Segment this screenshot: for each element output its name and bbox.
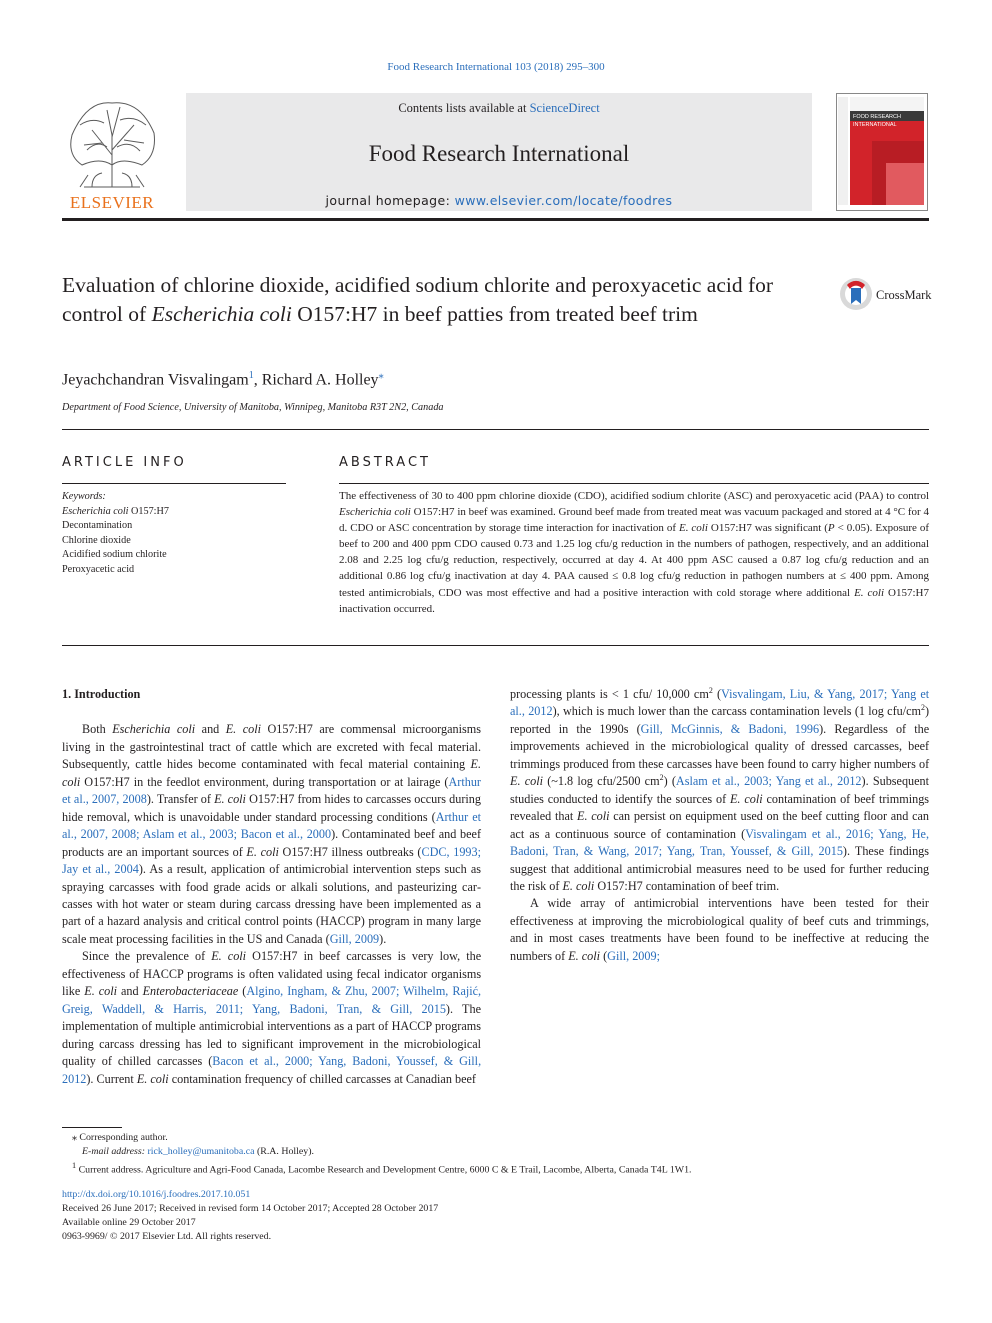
citation-link[interactable]: Rajić,	[452, 984, 482, 999]
citation-link[interactable]: &	[583, 844, 594, 859]
citation-link[interactable]: Gill, 2009	[329, 931, 380, 946]
citation-link[interactable]: &	[730, 721, 741, 736]
citation-link[interactable]: Harris,	[173, 1001, 207, 1016]
citation-link[interactable]	[381, 1002, 390, 1016]
citation-link[interactable]: Gill, 2009;	[607, 948, 660, 963]
citation-link[interactable]: Zhu,	[344, 984, 368, 999]
contents-available-line	[186, 101, 812, 116]
cover-title-line2: INTERNATIONAL	[853, 122, 897, 128]
citation-link[interactable]: al.,	[510, 704, 525, 719]
author-name[interactable]: Richard A. Holley	[261, 371, 379, 389]
citation-link[interactable]: CDC, 1993; Jay et al., 2004	[62, 844, 481, 877]
issn-copyright: 0963-9969/ © 2017 Elsevier Ltd. All rights reserved.	[62, 1231, 272, 1242]
crossmark-icon	[840, 278, 872, 310]
abstract-text: The effectiveness of 30 to 400 ppm chlorine dioxide (CDO), acidified sodium chlorite (ASC) and peroxyacetic acid (PAA) to control Escherichia coli O157:H7 in beef was examined. Ground beef made from treated meat was vacuum packaged and stored at 4 °C for 4 d. CDO or ASC concentration by storage time interaction for inactivation of E. coli O157:H7 was significant (P < 0.05). Exposure of beef to 200 and 400 ppm CDO caused 0.73 and 1.25 log cfu/g reduction in the numbers of pathogen, respectively, and an additional 2.08 and 2.25 log cfu/g reduction, respectively, occurred at day 4. At 400 ppm ASC caused a 0.87 log cfu/g reduction and an additional 0.86 log cfu/g inactivation at day 4. PAA caused ≤ 0.8 log cfu/g reduction in pathogen numbers at ≤ 400 ppm. Among tested antimicrobials, CDO was most effective and had a positive interaction with cold storage where additional E. coli O157:H7 inactivation occurred.	[339, 490, 930, 615]
citation-link[interactable]: et	[711, 774, 721, 789]
citation-link[interactable]: Waddell,	[101, 1001, 146, 1016]
citation-link[interactable]: &	[371, 1001, 382, 1016]
citation-link[interactable]: 2007;	[371, 984, 400, 999]
doi-link[interactable]: http://dx.doi.org/10.1016/j.foodres.2017.10.051	[62, 1189, 251, 1200]
citation-link[interactable]	[787, 722, 795, 736]
citation-link[interactable]: Badoni,	[510, 844, 549, 859]
citation-link[interactable]: Arthur et al., 2007, 2008	[62, 774, 481, 807]
corresponding-author-marker[interactable]: ⁎	[378, 370, 384, 381]
cover-title-line1: FOOD RESEARCH	[853, 114, 901, 120]
citation-link[interactable]: Visvalingam	[745, 826, 807, 841]
citation-link[interactable]: Badoni,	[352, 1054, 391, 1069]
citation-link[interactable]: Yang,	[827, 687, 856, 701]
keyword: Chlorine dioxide	[62, 534, 131, 546]
keywords-label: Keywords:	[62, 491, 106, 502]
citation-link[interactable]	[362, 1002, 371, 1016]
citation-link[interactable]: Visvalingam,	[721, 687, 786, 701]
citation-link[interactable]: Liu,	[789, 687, 810, 701]
citation-link[interactable]	[207, 1002, 216, 1016]
journal-homepage-line	[186, 193, 812, 208]
sciencedirect-link[interactable]: ScienceDirect	[529, 101, 600, 115]
email-link[interactable]: rick_holley@umanitoba.ca	[147, 1146, 255, 1157]
author-list: Jeyachchandran Visvalingam$^1$, Richard A. Holley⁎	[62, 370, 384, 389]
citation-link[interactable]: Youssef,	[730, 844, 772, 859]
body-paragraph: Both Escherichia coli and E. coli O157:H7 are commensal microorganisms living in the gastrointestinal tract of cattle which are excreted with fecal material. Subsequently, cattle hides become contaminated with fecal material containing E. coli O157:H7 in the feedlot environment, during transportation or at lairage (Arthur et al., 2007, 2008). Transfer of E. coli O157:H7 from hides to carcasses occurs during hide removal, which is unavoidable under standard processing conditions (Arthur et al., 2007, 2008; Aslam et al., 2003; Bacon et al., 2000). Contaminated beef and beef products are an important sources of E. coli O157:H7 illness outbreaks (CDC, 1993; Jay et al., 2004). As a result, application of antimicrobial intervention steps such as spraying carcasses with food grade acids or alkali solutions, and pasteurizing carcasses with hot water or steam during carcass dressing have been implemented as a part of a hazard analysis and critical control points (HACCP) program in many large scale meat processing facilities in the US and Canada (Gill, 2009).	[62, 722, 482, 946]
citation-link[interactable]: et	[249, 1054, 259, 1069]
body-paragraph: Since the prevalence of E. coli O157:H7 in beef carcasses is very low, the effectiveness of HACCP programs is often validated using fecal indicator organisms like E. coli and Enterobacteriaceae (Algino, Ingham, & Zhu, 2007; Wilhelm, Rajić, Greig, Waddell, & Harris, 2011; Yang, Badoni, Tran, & Gill, 2015). The implementation of multiple antimicrobial interventions as a part of HACCP programs during carcass dressing has led to significant improvement in the microbiological quality of chilled carcasses (Bacon et al., 2000; Yang, Badoni, Youssef, & Gill, 2012). Current E. coli contamination frequency of chilled carcasses at Canadian beef	[62, 949, 482, 1086]
citation-link[interactable]: Algino,	[246, 984, 284, 999]
footnote-rule	[62, 1127, 122, 1128]
citation-link[interactable]: al.,	[825, 826, 841, 841]
masthead-rule	[62, 218, 929, 221]
affiliation-marker[interactable]: 1	[248, 370, 254, 381]
section-heading: 1. Introduction	[62, 687, 141, 701]
section-rule	[62, 429, 929, 430]
citation-link[interactable]: 2012	[837, 774, 862, 789]
citation-link[interactable]: Ingham,	[287, 984, 328, 999]
citation-link[interactable]: 2017;	[634, 844, 663, 859]
body-column-left	[62, 686, 481, 1088]
citation-link[interactable]: Yang,	[318, 1054, 347, 1069]
citation-link[interactable]: Gill,	[390, 1001, 413, 1016]
article-info-rule	[62, 483, 286, 484]
citation-link[interactable]: He,	[911, 826, 929, 841]
footnote-email: E-mail address: rick_holley@umanitoba.ca (R.A. Holley).	[82, 1146, 314, 1157]
citation-link[interactable]: 2017;	[859, 687, 888, 701]
article-info-heading: ARTICLE INFO	[62, 455, 187, 470]
footnote-current-address: $^1$ Current address. Agriculture and Agri-Food Canada, Lacombe Research and Development Centre, 6000 C & E Trail, Lacombe, Alberta, Canada T4L 1W1.	[72, 1161, 692, 1176]
citation-link[interactable]	[243, 1002, 252, 1016]
body-column-right	[510, 686, 929, 965]
citation-link[interactable]	[723, 722, 731, 736]
citation-link[interactable]: Tran,	[336, 1001, 363, 1016]
citation-link[interactable]: &	[776, 844, 787, 859]
keywords-block	[62, 490, 286, 578]
body-paragraph: processing plants is < 1 cfu/ 10,000 $cm^2$ (Visvalingam, Liu, & Yang, 2017; Yang et al., 2012), which is much lower than the carcass contamination levels (1 log cfu/$cm^2$) reported in the 1990s (Gill, McGinnis, & Badoni, 1996). Regardless of the improvements achieved in the microbiological quality of dressed carcasses, beef trimmings produced from these carcasses have been found to carry higher numbers of E. coli (~1.8 log cfu/2500 $cm^2$) (Aslam et al., 2003; Yang et al., 2012). Subsequent studies conducted to identify the sources of E. coli contamination of beef trimmings revealed that E. coli can persist on equipment used on the beef cutting floor and can act as a continuous source of contamination (Visvalingam et al., 2016; Yang, He, Badoni, Tran, & Wang, 2017; Yang, Tran, Youssef, & Gill, 2015). These findings suggest that additional antimicrobial measures need to be used for further reducing the risk of E. coli O157:H7 contamination of beef trim.	[510, 685, 930, 893]
citation-link[interactable]	[93, 1002, 102, 1016]
citation-link[interactable]	[164, 1002, 173, 1016]
citation-link[interactable]: &	[443, 1054, 454, 1069]
citation-link[interactable]: &	[813, 687, 824, 701]
citation-link[interactable]: 2003;	[744, 774, 772, 789]
citation-link[interactable]: Aslam	[675, 774, 708, 789]
affiliation: Department of Food Science, University of Manitoba, Winnipeg, Manitoba R3T 2N2, Canada	[62, 402, 444, 413]
citation-link[interactable]: &	[331, 984, 341, 999]
citation-link[interactable]: al.,	[724, 774, 740, 789]
keyword: Escherichia coli O157:H7	[62, 505, 169, 517]
citation-link[interactable]: 2012	[62, 1071, 87, 1086]
citation-link[interactable]: al.,	[818, 774, 833, 789]
journal-citation[interactable]: Food Research International 103 (2018) 295–300	[387, 61, 605, 73]
citation-link[interactable]: Bacon	[212, 1054, 244, 1069]
article-title: Evaluation of chlorine dioxide, acidified sodium chlorite and peroxyacetic acid for control of Escherichia coli O157:H7 in beef patties from treated beef trim	[62, 273, 774, 326]
citation-link[interactable]: Yang	[890, 687, 917, 701]
citation-link[interactable]: 2012	[528, 704, 553, 719]
citation-link[interactable]: 2015	[421, 1001, 446, 1016]
author-name[interactable]: Jeyachchandran Visvalingam	[62, 371, 249, 389]
elsevier-wordmark: ELSEVIER	[69, 193, 155, 212]
keyword: Peroxyacetic acid	[62, 563, 135, 575]
citation-link[interactable]: 2000;	[284, 1054, 313, 1069]
citation-link[interactable]: Gill,	[459, 1054, 482, 1069]
citation-link[interactable]: &	[154, 1001, 164, 1016]
received-dates: Received 26 June 2017; Received in revised form 14 October 2017; Accepted 28 October 2017	[62, 1203, 439, 1214]
journal-cover-thumbnail[interactable]	[836, 93, 928, 211]
homepage-prefix: journal homepage:	[325, 193, 455, 208]
citation-link[interactable]	[663, 722, 671, 736]
citation-link[interactable]: Tran,	[699, 844, 726, 859]
citation-link[interactable]: Tran,	[553, 844, 579, 859]
citation-link[interactable]: 2011;	[215, 1001, 244, 1016]
citation-link[interactable]: 2016;	[845, 826, 874, 841]
citation-link[interactable]: al.,	[264, 1054, 279, 1069]
citation-link[interactable]: Arthur et al., 2007, 2008; Aslam et al., 2003; Bacon et al., 2000	[62, 809, 482, 842]
citation-link[interactable]: et	[920, 687, 930, 701]
crossmark-label: CrossMark	[876, 288, 932, 302]
citation-link[interactable]	[328, 1002, 337, 1016]
citation-link[interactable]: Gill,	[791, 844, 814, 859]
citation-link[interactable]: 2015	[818, 844, 843, 859]
citation-link[interactable]: 1996	[794, 721, 820, 736]
citation-link[interactable]: et	[811, 826, 821, 841]
citation-link[interactable]: Wilhelm,	[403, 984, 449, 999]
journal-homepage-link[interactable]: www.elsevier.com/locate/foodres	[454, 193, 673, 208]
citation-link[interactable]: Youssef,	[396, 1054, 438, 1069]
footnote-corresponding: ⁎ Corresponding author.	[72, 1132, 168, 1143]
citation-link[interactable]: Yang,	[878, 826, 907, 841]
keyword: Acidified sodium chlorite	[62, 549, 167, 561]
crossmark-badge[interactable]	[838, 276, 958, 312]
citation-link[interactable]: Yang,	[251, 1001, 281, 1016]
citation-link[interactable]: Greig,	[62, 1001, 93, 1016]
online-date: Available online 29 October 2017	[62, 1217, 196, 1228]
citation-link[interactable]: Badoni,	[289, 1001, 328, 1016]
body-paragraph: A wide array of antimicrobial interventions have been tested for their effectiveness at improving the microbiological quality of beef cuts and trimmings, and in most cases treatments have been found to be ineffective at reducing the numbers of E. coli (Gill, 2009;	[510, 896, 929, 963]
citation-link[interactable]: Badoni,	[748, 721, 787, 736]
keyword: Decontamination	[62, 520, 133, 532]
citation-link[interactable]: McGinnis,	[670, 721, 723, 736]
elsevier-logo	[62, 95, 162, 213]
contents-prefix: Contents lists available at	[398, 101, 530, 115]
citation-link[interactable]	[412, 1002, 421, 1016]
journal-name: Food Research International	[368, 141, 630, 166]
citation-link[interactable]: et	[805, 774, 814, 789]
citation-link[interactable]: Yang,	[666, 844, 695, 859]
citation-link[interactable]: Yang	[775, 774, 801, 789]
citation-link[interactable]: Gill,	[640, 721, 663, 736]
section-rule	[62, 645, 929, 646]
citation-link[interactable]: Wang,	[598, 844, 630, 859]
abstract-rule	[339, 483, 929, 484]
abstract-heading: ABSTRACT	[339, 455, 431, 470]
